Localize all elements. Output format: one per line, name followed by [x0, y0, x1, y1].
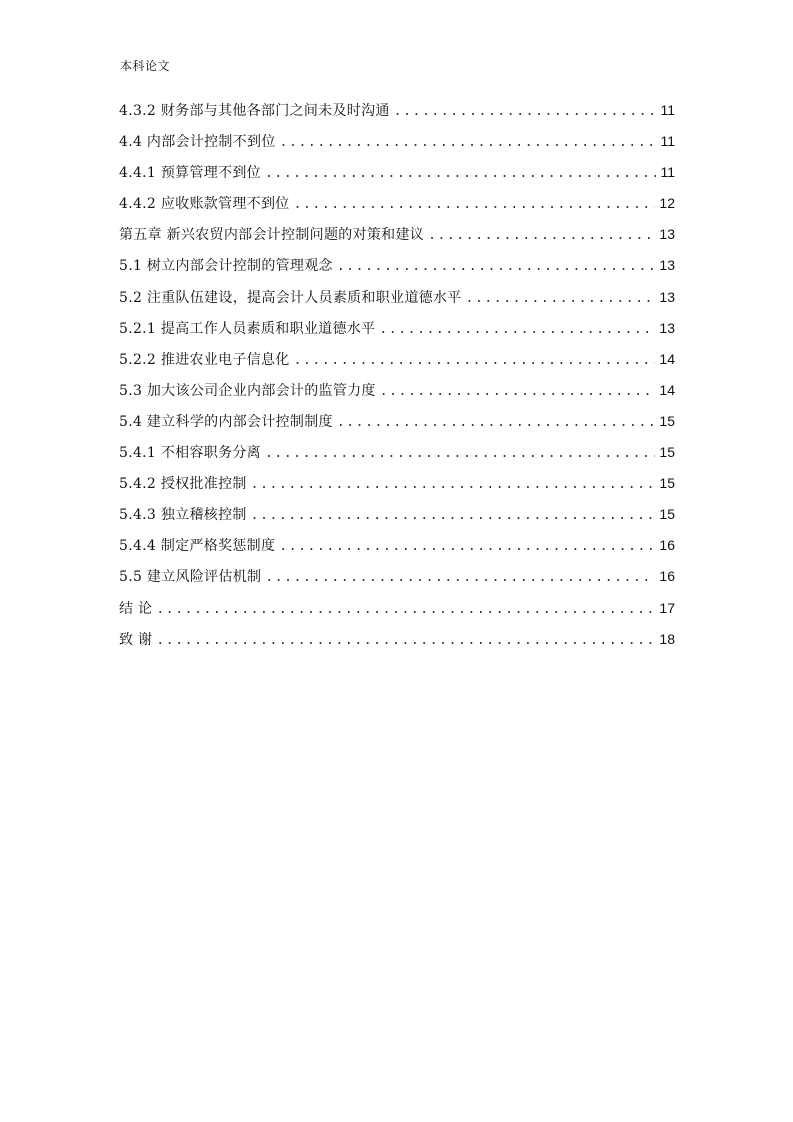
toc-leader-dots: [156, 633, 655, 648]
toc-leader-dots: [251, 477, 656, 492]
toc-entry-page: 14: [659, 350, 675, 367]
toc-entry[interactable]: [119, 349, 675, 380]
toc-entry-page: 18: [659, 630, 675, 647]
toc-entry-title: 4.3.2 财务部与其他各部门之间未及时沟通: [119, 103, 390, 119]
table-of-contents: [119, 100, 675, 660]
toc-entry-title: 5.3 加大该公司企业内部会计的监管力度: [119, 382, 376, 399]
toc-entry-page: 13: [659, 288, 675, 305]
toc-entry-title: 5.4.4 制定严格奖惩制度: [119, 538, 276, 555]
toc-leader-dots: [265, 570, 655, 585]
toc-entry-title: 4.4 内部会计控制不到位: [119, 134, 276, 151]
toc-entry[interactable]: [119, 318, 675, 349]
toc-leader-dots: [265, 446, 655, 461]
toc-leader-dots: [294, 197, 656, 212]
toc-entry-title: 致 谢: [119, 631, 153, 648]
toc-entry-title: 4.4.1 预算管理不到位: [119, 165, 261, 182]
toc-entry[interactable]: [119, 193, 675, 224]
toc-entry-page: 15: [659, 475, 675, 492]
toc-entry[interactable]: [119, 566, 675, 597]
toc-entry-page: 15: [659, 444, 675, 461]
toc-entry-page: 12: [659, 195, 675, 212]
toc-entry[interactable]: [119, 255, 675, 286]
toc-leader-dots: [380, 384, 656, 399]
toc-entry-page: 16: [659, 537, 675, 554]
toc-entry[interactable]: [119, 380, 675, 411]
toc-entry-title: 5.4 建立科学的内部会计控制制度: [119, 413, 333, 430]
toc-leader-dots: [428, 228, 655, 243]
toc-entry-title: 5.4.1 不相容职务分离: [119, 445, 261, 462]
toc-leader-dots: [466, 291, 656, 306]
toc-leader-dots: [337, 259, 656, 274]
toc-entry[interactable]: [119, 287, 675, 318]
toc-entry-title: 5.2.1 提高工作人员素质和职业道德水平: [119, 320, 376, 337]
toc-entry[interactable]: [119, 442, 675, 473]
toc-entry-page: 13: [659, 226, 675, 243]
toc-entry-title: 5.4.2 授权批准控制: [119, 476, 247, 493]
toc-entry[interactable]: [119, 162, 675, 193]
toc-entry-title: 第五章 新兴农贸内部会计控制问题的对策和建议: [119, 227, 425, 244]
toc-entry[interactable]: [119, 224, 675, 255]
toc-leader-dots: [294, 353, 656, 368]
toc-leader-dots: [280, 135, 657, 150]
toc-entry-title: 4.4.2 应收账款管理不到位: [119, 196, 290, 213]
toc-entry[interactable]: [119, 131, 675, 162]
toc-entry-page: 16: [659, 568, 675, 585]
toc-entry-page: 13: [659, 257, 675, 274]
toc-entry-page: 11: [660, 164, 675, 181]
page-header: 本科论文: [120, 59, 171, 73]
toc-entry-page: 14: [659, 381, 675, 398]
toc-entry-title: 结 论: [119, 600, 153, 617]
toc-entry-title: 5.5 建立风险评估机制: [119, 569, 262, 586]
toc-entry-title: 5.2 注重队伍建设，提高会计人员素质和职业道德水平: [119, 289, 462, 306]
toc-entry[interactable]: [119, 473, 675, 504]
toc-leader-dots: [394, 104, 657, 119]
toc-leader-dots: [265, 166, 656, 181]
toc-entry-page: 13: [659, 319, 675, 336]
toc-entry-page: 15: [659, 506, 675, 523]
toc-entry-page: 11: [660, 102, 675, 118]
toc-entry-title: 5.4.3 独立稽核控制: [119, 507, 247, 524]
toc-entry-title: 5.1 树立内部会计控制的管理观念: [119, 258, 333, 275]
toc-leader-dots: [251, 508, 656, 523]
toc-entry[interactable]: [119, 504, 675, 535]
toc-entry-page: 11: [660, 133, 675, 150]
toc-entry[interactable]: [119, 629, 675, 660]
toc-entry-page: 15: [659, 412, 675, 429]
toc-entry[interactable]: [119, 535, 675, 566]
toc-leader-dots: [279, 539, 655, 554]
toc-entry[interactable]: [119, 598, 675, 629]
toc-leader-dots: [156, 602, 655, 617]
toc-entry[interactable]: [119, 411, 675, 442]
toc-entry-page: 17: [659, 599, 675, 616]
toc-entry-title: 5.2.2 推进农业电子信息化: [119, 351, 290, 368]
toc-leader-dots: [379, 322, 655, 337]
toc-leader-dots: [337, 415, 656, 430]
toc-entry[interactable]: [119, 100, 675, 131]
